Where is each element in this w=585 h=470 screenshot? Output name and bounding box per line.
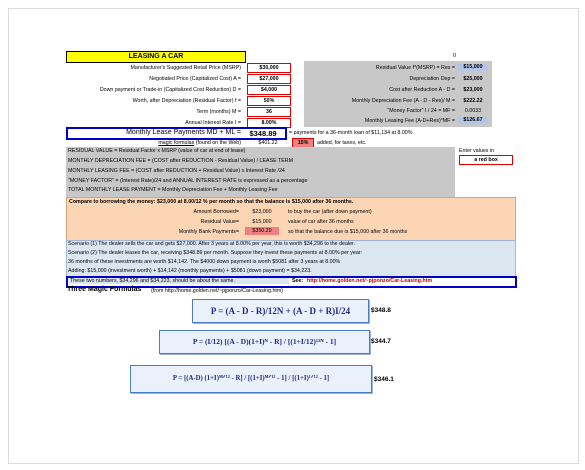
formula-3-result: $346.1 xyxy=(374,376,394,383)
interest-rate-input[interactable]: 8.00% xyxy=(247,118,291,128)
cost-after-reduction-value: $23,000 xyxy=(463,87,483,93)
amount-borrowed-value: $23,000 xyxy=(252,209,272,215)
amount-borrowed-label: Amount Borrowed= xyxy=(193,209,239,215)
residual-value-label: Residual Value f*(MSRP) = Res = xyxy=(375,65,455,71)
scenario-2: Scenario (2) The dealer leases the car, receiving $348.89 per month. Suppose they invest these payments at 8.00% per year: xyxy=(68,250,363,256)
term-input[interactable]: 36 xyxy=(247,107,291,117)
term-label: Term (months) M = xyxy=(196,109,241,115)
magic-formulas-row-label xyxy=(73,140,241,146)
borrow-residual-desc: value of car after 36 months xyxy=(288,219,354,225)
bank-payment-value: $350.29 xyxy=(245,227,279,235)
final-comparison-text: These two numbers, $34,296 and $34,223, should be about the same. xyxy=(70,278,235,284)
negotiated-price-label: Negotiated Price (Capitalized Cost) A = xyxy=(149,76,241,82)
definition-monthly-depreciation: MONTHLY DEPRECIATION FEE = (COST after REDUCTION - Residual Value) / LEASE TERM xyxy=(68,158,294,164)
definition-total-payment: TOTAL MONTHLY LEASE PAYMENT = Monthly Depreciation Fee + Monthly Leasing Fee xyxy=(68,187,278,193)
borrow-residual-label: Residual Value= xyxy=(200,219,239,225)
lease-payment-note: = payments for a 36-month loan of $11,134 at 8.00% xyxy=(289,130,413,136)
spreadsheet xyxy=(8,8,579,464)
scenario-1: Scenario (1) The dealer sells the car and gets $27,000. After 3 years at 8.00% per year, this is worth $34,296 to the dealer. xyxy=(68,241,355,247)
scenario-2-investments: 36 months of these investments are worth $14,142. The $4000 down payment is worth $5081 after 3 years at 8.00% xyxy=(68,259,341,265)
source-link[interactable]: http://home.golden.net/~pjponzo/Car-Leasing.htm xyxy=(307,278,433,284)
msrp-input[interactable]: $30,000 xyxy=(247,63,291,73)
bank-payment-desc: so that the balance due is $15,000 after 36 months xyxy=(288,229,408,235)
lease-payment-label: Monthly Lease Payments MD + ML = xyxy=(126,129,241,136)
residual-factor-input[interactable]: 50% xyxy=(247,96,291,106)
red-box-legend: a red box xyxy=(459,155,513,165)
top-zero-cell: 0 xyxy=(453,53,456,59)
monthly-leasing-fee-label: Monthly Leasing Fee (A-D+Res)*MF = xyxy=(364,118,455,124)
tax-rate-input[interactable]: 15% xyxy=(292,138,314,148)
negotiated-price-input[interactable]: $27,000 xyxy=(247,74,291,84)
monthly-depreciation-value: $222.22 xyxy=(463,98,483,104)
magic-formulas-value: $401.22 xyxy=(258,140,278,146)
magic-formulas-suffix: (found on the Web) xyxy=(195,140,241,146)
residual-factor-label: Worth, after Depreciation (Residual Factor) f = xyxy=(132,98,241,104)
magic-formulas-source: (from http://home.golden.net/~pjponzo/Car-Leasing.htm) xyxy=(151,288,284,294)
borrow-heading: Compare to borrowing the money: $23,000 at 8.00/12 % per month so that the balance is $15,000 after 36 months. xyxy=(69,199,354,205)
down-payment-input[interactable]: $4,000 xyxy=(247,85,291,95)
interest-rate-label: Annual Interest Rate I = xyxy=(185,120,241,126)
definition-residual: RESIDUAL VALUE = Residual Factor x MSRP (value of car at end of lease) xyxy=(68,148,246,154)
magic-formulas-title: Three Magic Formulas xyxy=(67,286,142,293)
cost-after-reduction-label: Cost after Reduction A - D = xyxy=(389,87,455,93)
formula-1: P = (A - D - R)/12N + (A - D + R)I/24 xyxy=(192,299,369,323)
monthly-leasing-fee-value: $126.67 xyxy=(458,117,488,124)
msrp-label: Manufacturer's Suggested Retail Price (MSRP) xyxy=(130,65,241,71)
magic-formulas-link[interactable]: magic formulas xyxy=(158,140,195,146)
enter-values-hint: Enter values in xyxy=(459,148,495,154)
definition-money-factor: "MONEY FACTOR" = (Interest Rate)/24 and ANNUAL INTEREST RATE is expressed as a percentage xyxy=(68,178,308,184)
bank-payment-label: Monthly Bank Payments= xyxy=(178,229,239,235)
formula-2-result: $344.7 xyxy=(371,338,391,345)
down-payment-label: Down payment or Trade-in (Capitalized Cost Reduction) D = xyxy=(99,87,241,93)
amount-borrowed-desc: to buy the car (after down payment) xyxy=(288,209,372,215)
formula-3: P = [(A-D) (1+I)ᴹᐟ¹² - R] / [(1+I)ᴹᐟ¹² - 1] / [(1+I)¹ᐟ¹² - 1] xyxy=(130,365,372,393)
definition-monthly-leasing: MONTHLY LEASING FEE = (COST after REDUCTION + Residual Value) x Interest Rate /24 xyxy=(68,168,285,174)
page-title: LEASING A CAR xyxy=(66,51,246,63)
money-factor-label: "Money Factor" I / 24 = MF = xyxy=(387,108,455,114)
formula-2: P = (I/12) [(A - D)(1+I)ᴺ - R] / [(1+I/12)¹²ᴺ - 1] xyxy=(159,330,370,354)
residual-value: $15,000 xyxy=(458,64,488,71)
monthly-depreciation-label: Monthly Depreciation Fee (A - D - Res)/ M = xyxy=(351,98,455,104)
depreciation-value: $25,000 xyxy=(463,76,483,82)
depreciation-label: Depreciation Dep = xyxy=(409,76,455,82)
lease-payment-value: $348.89 xyxy=(249,129,277,138)
money-factor-value: 0.0033 xyxy=(464,108,482,114)
formula-1-result: $348.8 xyxy=(371,307,391,314)
scenario-2-total: Adding: $15,000 (investment worth) + $14,142 (monthly payments) + $5081 (down payment) = $34,223. xyxy=(68,268,312,274)
borrow-residual-value: $15,000 xyxy=(252,219,272,225)
see-label: See: xyxy=(292,278,304,284)
tax-note: added, for taxes, etc. xyxy=(317,140,367,146)
